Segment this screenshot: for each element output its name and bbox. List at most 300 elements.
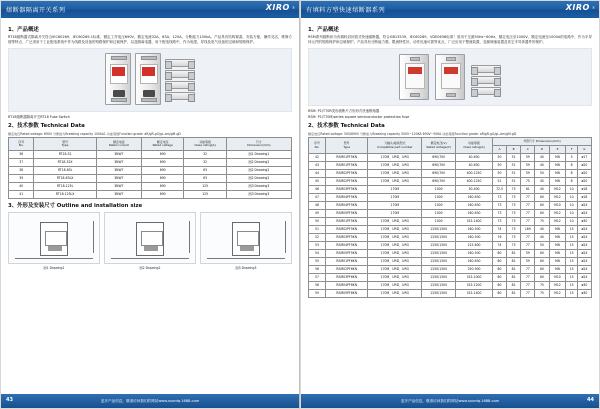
right-cell-0: 45 bbox=[309, 178, 326, 186]
left-cell-0: 41 bbox=[9, 191, 34, 199]
drawing-2-caption: 图2 Drawing2 bbox=[139, 266, 161, 271]
right-cell-4: 40-630 bbox=[456, 162, 493, 170]
brand-logo bbox=[266, 3, 295, 12]
table-row bbox=[309, 226, 592, 234]
right-cell-6: 75 bbox=[507, 234, 521, 242]
right-cell-8: 75 bbox=[535, 290, 549, 298]
right-cell-1: RSM02PF5KN bbox=[325, 226, 367, 234]
right-cell-6: 75 bbox=[507, 186, 521, 194]
right-cell-2: 170M、URD、URG bbox=[368, 250, 422, 258]
drawing-2 bbox=[104, 212, 196, 270]
right-cell-3: 1250/1300 bbox=[422, 290, 456, 298]
table-row bbox=[309, 218, 592, 226]
right-cell-7: 77 bbox=[521, 274, 535, 282]
right-cell-6: 75 bbox=[507, 218, 521, 226]
right-cell-11: ø30 bbox=[577, 290, 591, 298]
right-cell-11: ø20 bbox=[577, 162, 591, 170]
left-th-5: 尺寸 Dimension(mm) bbox=[226, 138, 291, 151]
right-cell-11: ø30 bbox=[577, 282, 591, 290]
right-cell-0: 51 bbox=[309, 226, 326, 234]
right-cell-9: M8 bbox=[549, 258, 566, 266]
right-cell-8: 75 bbox=[535, 218, 549, 226]
right-cell-8: 45 bbox=[535, 178, 549, 186]
left-cell-2: 3NW7 bbox=[96, 191, 141, 199]
right-cell-0: 50 bbox=[309, 218, 326, 226]
right-cell-7: 59 bbox=[521, 154, 535, 162]
right-cell-6: 81 bbox=[507, 290, 521, 298]
left-cell-4: 125 bbox=[184, 183, 226, 191]
right-cell-3: 1000 bbox=[422, 194, 456, 202]
right-cell-4: 40-630 bbox=[456, 154, 493, 162]
right-cell-4: 160-500 bbox=[456, 226, 493, 234]
right-cell-0: 53 bbox=[309, 242, 326, 250]
table-row bbox=[309, 194, 592, 202]
right-cell-4: 400-1250 bbox=[456, 170, 493, 178]
right-cell-3: 1250/1300 bbox=[422, 258, 456, 266]
right-cell-5: 73 bbox=[492, 210, 506, 218]
right-cell-4: 50-400 bbox=[456, 186, 493, 194]
left-product-photo bbox=[8, 48, 292, 112]
right-cell-4: 315-1400 bbox=[456, 218, 493, 226]
left-table-note: 额定电压Rated voltage: 690V 分断能力Breaking capacity 100kA1 功能等级Function grade: aR/gR-gG/gL-am/gM-gD bbox=[8, 132, 181, 137]
table-row bbox=[309, 186, 592, 194]
right-cell-0: 47 bbox=[309, 194, 326, 202]
left-th-1: 型号 Type bbox=[34, 138, 96, 151]
left-cell-3: 690 bbox=[141, 175, 183, 183]
right-cell-10: 8 bbox=[566, 178, 577, 186]
right-cell-8: 60 bbox=[535, 250, 549, 258]
right-cell-8: 40 bbox=[535, 234, 549, 242]
left-header-title: 熔断器隔离开关系列 bbox=[6, 7, 66, 14]
outline-drawings bbox=[8, 212, 292, 270]
right-cell-10: 15 bbox=[566, 274, 577, 282]
right-cell-3: 690/700 bbox=[422, 162, 456, 170]
right-cell-3: 1250/1300 bbox=[422, 234, 456, 242]
left-cell-2: 3NW7 bbox=[96, 159, 141, 167]
right-cell-7: 75 bbox=[521, 178, 535, 186]
right-cell-2: 170M、URD、URG bbox=[368, 242, 422, 250]
right-cell-6: 75 bbox=[507, 242, 521, 250]
fuse-base-icon bbox=[399, 54, 429, 100]
brand-mark-right: XIRO bbox=[565, 3, 590, 12]
right-cell-11: ø24 bbox=[577, 274, 591, 282]
right-cell-4: 160-630 bbox=[456, 258, 493, 266]
right-cell-0: 55 bbox=[309, 258, 326, 266]
right-cell-6: 75 bbox=[507, 226, 521, 234]
right-cell-10: 15 bbox=[566, 226, 577, 234]
right-cell-10: 15 bbox=[566, 242, 577, 250]
right-cell-2: 170M、URD、URG bbox=[368, 154, 422, 162]
right-cell-7: 77 bbox=[521, 194, 535, 202]
left-cell-5: 图3 Drawing3 bbox=[226, 183, 291, 191]
right-cell-10: 8 bbox=[566, 170, 577, 178]
right-th-dim-G: G bbox=[577, 146, 591, 154]
right-page-header bbox=[301, 1, 599, 18]
left-cell-0: 39 bbox=[9, 175, 34, 183]
right-cell-8: 60 bbox=[535, 258, 549, 266]
right-page bbox=[300, 0, 600, 409]
right-cell-9: M8 bbox=[549, 250, 566, 258]
right-product-caption-2: RSM: P1/T70M)series square semiconductor protection fuse bbox=[308, 115, 410, 120]
right-cell-10: 15 bbox=[566, 290, 577, 298]
right-cell-5: 50 bbox=[492, 154, 506, 162]
right-cell-1: RSM03PF6KN bbox=[325, 274, 367, 282]
right-cell-1: RSM02PF6KN bbox=[325, 266, 367, 274]
right-th-0: 序号 No. bbox=[309, 138, 326, 154]
right-cell-7: 77 bbox=[521, 282, 535, 290]
left-cell-4: 125 bbox=[184, 191, 226, 199]
right-cell-10: 15 bbox=[566, 250, 577, 258]
left-cell-5: 图3 Drawing3 bbox=[226, 191, 291, 199]
right-cell-1: RSM04PF5KN bbox=[325, 242, 367, 250]
right-cell-1: RSM01PF5KN bbox=[325, 162, 367, 170]
right-cell-7: 77 bbox=[521, 234, 535, 242]
right-section-2-title: 2、技术参数 Technical Data bbox=[308, 123, 385, 130]
right-cell-0: 48 bbox=[309, 202, 326, 210]
left-cell-1: RT18-125L bbox=[34, 183, 96, 191]
left-page-number: 43 bbox=[6, 397, 13, 403]
right-cell-1: RSM02PF5KN bbox=[325, 170, 367, 178]
right-cell-6: 51 bbox=[507, 162, 521, 170]
left-cell-2: 3NW7 bbox=[96, 167, 141, 175]
drawing-3 bbox=[200, 212, 292, 270]
left-footer-text: 更多产品信息，敬请访问我们的网站www.sxxrdq.1688.com bbox=[100, 398, 200, 403]
brand-registered-icon: ® bbox=[291, 5, 295, 10]
right-footer-text: 更多产品信息，敬请访问我们的网站www.sxxrdq.1688.com bbox=[400, 398, 500, 403]
right-cell-3: 1250/1300 bbox=[422, 250, 456, 258]
right-th-dim-D: D bbox=[535, 146, 549, 154]
right-footer-wrap bbox=[301, 394, 599, 408]
right-cell-9: M10 bbox=[549, 202, 566, 210]
right-table-note: 额定电压Rated voltage: 500/690V 分断能力Breaking capacity 500V~120KA 690V~50KA 功能等级Function grade: aR/gR-gG/gL-am/gM-gD bbox=[308, 132, 517, 137]
right-cell-6: 81 bbox=[507, 250, 521, 258]
right-cell-1: RSM05PF6KN bbox=[325, 290, 367, 298]
left-cell-4: 63 bbox=[184, 167, 226, 175]
right-cell-2: 170M、URD、URG bbox=[368, 178, 422, 186]
left-page-body bbox=[1, 18, 299, 394]
right-cell-0: 44 bbox=[309, 170, 326, 178]
right-cell-9: M8 bbox=[549, 242, 566, 250]
right-cell-11: ø20 bbox=[577, 178, 591, 186]
table-row bbox=[9, 151, 292, 159]
right-cell-11: ø24 bbox=[577, 226, 591, 234]
right-cell-2: 170M、URD、URG bbox=[368, 234, 422, 242]
left-th-3: 额定电压 Rated voltage bbox=[141, 138, 183, 151]
right-cell-3: 690/700 bbox=[422, 178, 456, 186]
right-cell-4: 315-1200 bbox=[456, 282, 493, 290]
right-cell-9: M12 bbox=[549, 186, 566, 194]
left-product-caption: RT18熔断器隔离开关RT18 Fuse Switch bbox=[8, 115, 70, 120]
right-cell-2: 170M、URD、URG bbox=[368, 282, 422, 290]
square-fuse-icons bbox=[471, 59, 501, 95]
right-cell-10: 15 bbox=[566, 282, 577, 290]
right-cell-2: 170M、URD、URG bbox=[368, 170, 422, 178]
right-cell-9: M12 bbox=[549, 218, 566, 226]
right-cell-11: ø24 bbox=[577, 234, 591, 242]
left-cell-3: 690 bbox=[141, 159, 183, 167]
left-cell-5: 图2 Drawing2 bbox=[226, 175, 291, 183]
right-cell-2: 170M、URD、URG bbox=[368, 162, 422, 170]
right-cell-5: 72.5 bbox=[492, 186, 506, 194]
table-row bbox=[309, 178, 592, 186]
brand-mark: XIRO bbox=[265, 3, 290, 12]
drawing-3-figure bbox=[200, 212, 292, 264]
right-cell-1: RSM04PF6KN bbox=[325, 282, 367, 290]
left-cell-3: 690 bbox=[141, 167, 183, 175]
left-cell-2: 3NW7 bbox=[96, 151, 141, 159]
right-cell-2: 170M、URD、URG bbox=[368, 218, 422, 226]
right-cell-7: 77 bbox=[521, 218, 535, 226]
right-cell-9: M10 bbox=[549, 274, 566, 282]
left-cell-2: 3NW7 bbox=[96, 175, 141, 183]
right-cell-8: 40 bbox=[535, 226, 549, 234]
right-page-footer bbox=[301, 394, 599, 408]
table-row bbox=[309, 202, 592, 210]
right-table-header-group bbox=[309, 138, 592, 146]
left-cell-5: 图1 Drawing1 bbox=[226, 151, 291, 159]
right-cell-9: M12 bbox=[549, 210, 566, 218]
right-cell-5: 76 bbox=[492, 234, 506, 242]
left-cell-2: 3NW7 bbox=[96, 183, 141, 191]
right-th-dim-group: 外形尺寸 Dimensions(mm) bbox=[492, 138, 591, 146]
table-row bbox=[309, 242, 592, 250]
left-cell-1: RT18-63L bbox=[34, 167, 96, 175]
right-th-dim-B: B bbox=[507, 146, 521, 154]
left-cell-0: 40 bbox=[9, 183, 34, 191]
left-cell-4: 32 bbox=[184, 151, 226, 159]
right-cell-6: 81 bbox=[507, 274, 521, 282]
right-cell-5: 74 bbox=[492, 226, 506, 234]
drawing-3-caption: 图3 Drawing3 bbox=[235, 266, 257, 271]
right-cell-6: 81 bbox=[507, 266, 521, 274]
left-section-1-title: 1、产品概述 bbox=[8, 27, 39, 33]
right-cell-11: ø30 bbox=[577, 218, 591, 226]
right-cell-2: 170M、URD、URG bbox=[368, 258, 422, 266]
right-cell-8: 60 bbox=[535, 274, 549, 282]
left-table-header-row bbox=[9, 138, 292, 151]
right-cell-11: ø24 bbox=[577, 266, 591, 274]
right-cell-0: 46 bbox=[309, 186, 326, 194]
right-cell-6: 51 bbox=[507, 178, 521, 186]
right-cell-7: 77 bbox=[521, 210, 535, 218]
right-cell-3: 1250/1300 bbox=[422, 226, 456, 234]
right-cell-2: 170M、URD、URG bbox=[368, 290, 422, 298]
right-cell-8: 60 bbox=[535, 210, 549, 218]
right-section-1-title: 1、产品概述 bbox=[308, 27, 339, 33]
right-th-2: 刀触头/接线型式 Compatible part number bbox=[368, 138, 422, 154]
right-cell-0: 58 bbox=[309, 282, 326, 290]
right-cell-1: RSM03PF5KN bbox=[325, 234, 367, 242]
left-cell-0: 38 bbox=[9, 167, 34, 175]
left-page-footer bbox=[1, 394, 299, 408]
right-cell-7: 77 bbox=[521, 266, 535, 274]
right-cell-3: 690/700 bbox=[422, 154, 456, 162]
left-footer-wrap bbox=[1, 394, 299, 408]
left-cell-1: RT18-63LX bbox=[34, 175, 96, 183]
table-row bbox=[309, 290, 592, 298]
right-cell-0: 43 bbox=[309, 162, 326, 170]
right-cell-1: RSM02PF5KN bbox=[325, 178, 367, 186]
table-row bbox=[9, 167, 292, 175]
right-cell-7: 59 bbox=[521, 170, 535, 178]
table-row bbox=[9, 159, 292, 167]
right-th-dim-F: F bbox=[566, 146, 577, 154]
right-product-photo bbox=[308, 48, 592, 106]
right-cell-0: 56 bbox=[309, 266, 326, 274]
right-cell-1: RSM01PF5KN bbox=[325, 154, 367, 162]
right-cell-4: 315-1000 bbox=[456, 274, 493, 282]
drawing-2-figure bbox=[104, 212, 196, 264]
brand-logo-right bbox=[566, 3, 595, 12]
table-row bbox=[309, 170, 592, 178]
right-cell-3: 1250/1300 bbox=[422, 274, 456, 282]
table-row bbox=[309, 258, 592, 266]
drawing-1-caption: 图1 Drawing1 bbox=[43, 266, 65, 271]
left-cell-3: 690 bbox=[141, 183, 183, 191]
right-cell-10: 8 bbox=[566, 162, 577, 170]
right-cell-3: 1250/1300 bbox=[422, 266, 456, 274]
right-section-1-body: RSM系列熔断体为有填料封闭管式快速熔断器，符合GB13539、IEC60269、VDE0636标准！适用于交流50Hz~60Hz、额定电压至1000V、额定电流至1000A的电路中，作为半导体元件的短路保护和过载保护。产品具有分断能力强、限流特性好、动作迅速可靠等优点，广泛应用于整流装置、变频调速装置及其它半导体器件的保护。 bbox=[308, 35, 592, 45]
right-cell-10: 10 bbox=[566, 186, 577, 194]
right-cell-5: 73 bbox=[492, 218, 506, 226]
right-cell-5: 50 bbox=[492, 170, 506, 178]
right-cell-9: M12 bbox=[549, 282, 566, 290]
right-cell-3: 1000 bbox=[422, 202, 456, 210]
right-th-dim-E: E bbox=[549, 146, 566, 154]
drawing-1-figure bbox=[8, 212, 100, 264]
right-cell-5: 80 bbox=[492, 258, 506, 266]
right-cell-2: 170M、URD、URG bbox=[368, 226, 422, 234]
right-cell-1: RSM05PF5KN bbox=[325, 250, 367, 258]
right-cell-5: 50 bbox=[492, 162, 506, 170]
left-cell-4: 32 bbox=[184, 159, 226, 167]
right-th-dim-C: C bbox=[521, 146, 535, 154]
table-row bbox=[9, 175, 292, 183]
right-cell-6: 75 bbox=[507, 210, 521, 218]
right-cell-3: 1250/1300 bbox=[422, 282, 456, 290]
right-cell-2: 170M、URD、URG bbox=[368, 266, 422, 274]
right-cell-4: 250-900 bbox=[456, 266, 493, 274]
right-cell-5: 80 bbox=[492, 290, 506, 298]
right-cell-9: M8 bbox=[549, 170, 566, 178]
right-cell-10: 10 bbox=[566, 218, 577, 226]
brand-registered-icon-right: ® bbox=[591, 5, 595, 10]
drawing-1 bbox=[8, 212, 100, 270]
right-cell-8: 50 bbox=[535, 170, 549, 178]
right-cell-5: 80 bbox=[492, 282, 506, 290]
right-cell-9: M8 bbox=[549, 234, 566, 242]
fuse-switch-device-icon bbox=[105, 53, 131, 105]
right-cell-9: M8 bbox=[549, 178, 566, 186]
right-cell-2: 170M bbox=[368, 186, 422, 194]
right-cell-8: 50 bbox=[535, 242, 549, 250]
right-cell-8: 40 bbox=[535, 186, 549, 194]
fuse-base-icon-2 bbox=[435, 54, 465, 100]
right-cell-6: 81 bbox=[507, 258, 521, 266]
right-cell-5: 80 bbox=[492, 274, 506, 282]
right-cell-1: RSM05PF5KN bbox=[325, 210, 367, 218]
right-cell-6: 51 bbox=[507, 170, 521, 178]
right-cell-9: M8 bbox=[549, 154, 566, 162]
right-cell-5: 74 bbox=[492, 242, 506, 250]
right-cell-7: 77 bbox=[521, 202, 535, 210]
table-row bbox=[309, 210, 592, 218]
right-cell-4: 160-630 bbox=[456, 210, 493, 218]
table-row bbox=[309, 234, 592, 242]
left-cell-4: 63 bbox=[184, 175, 226, 183]
right-cell-3: 1000 bbox=[422, 210, 456, 218]
right-cell-5: 73 bbox=[492, 202, 506, 210]
fuse-switch-device-icon-2 bbox=[135, 53, 161, 105]
right-cell-9: M8 bbox=[549, 226, 566, 234]
right-cell-7: 189 bbox=[521, 226, 535, 234]
right-cell-0: 59 bbox=[309, 290, 326, 298]
left-cell-0: 37 bbox=[9, 159, 34, 167]
right-cell-6: 81 bbox=[507, 282, 521, 290]
right-cell-2: 170M bbox=[368, 202, 422, 210]
right-cell-5: 80 bbox=[492, 250, 506, 258]
right-cell-10: 15 bbox=[566, 266, 577, 274]
right-cell-8: 60 bbox=[535, 202, 549, 210]
right-cell-0: 57 bbox=[309, 274, 326, 282]
right-cell-1: RSM04PF5KN bbox=[325, 194, 367, 202]
right-cell-1: RSM04PF5KN bbox=[325, 202, 367, 210]
left-cell-3: 690 bbox=[141, 191, 183, 199]
right-cell-2: 170M bbox=[368, 210, 422, 218]
left-section-2-title: 2、技术参数 Technical Data bbox=[8, 123, 85, 130]
right-cell-10: 10 bbox=[566, 210, 577, 218]
left-cell-0: 36 bbox=[9, 151, 34, 159]
right-page-body bbox=[301, 18, 599, 394]
right-cell-11: ø18 bbox=[577, 194, 591, 202]
right-cell-10: 15 bbox=[566, 234, 577, 242]
table-row bbox=[9, 183, 292, 191]
right-cell-7: 59 bbox=[521, 162, 535, 170]
left-th-0: 序号 No. bbox=[9, 138, 34, 151]
left-cell-5: 图2 Drawing2 bbox=[226, 159, 291, 167]
left-cell-1: RT18-32 bbox=[34, 151, 96, 159]
left-th-4: 功能等级 Class rating(A) bbox=[184, 138, 226, 151]
right-cell-3: 1250/1300 bbox=[422, 242, 456, 250]
right-cell-4: 315-1400 bbox=[456, 290, 493, 298]
table-row bbox=[309, 162, 592, 170]
right-cell-11: ø18 bbox=[577, 186, 591, 194]
right-cell-2: 170M、URD、URG bbox=[368, 274, 422, 282]
right-cell-4: 160-630 bbox=[456, 194, 493, 202]
right-cell-5: 80 bbox=[492, 266, 506, 274]
right-cell-6: 75 bbox=[507, 202, 521, 210]
right-cell-6: 51 bbox=[507, 154, 521, 162]
right-page-number: 44 bbox=[587, 397, 594, 403]
right-cell-0: 42 bbox=[309, 154, 326, 162]
right-cell-11: ø20 bbox=[577, 170, 591, 178]
right-th-dim-A: A bbox=[492, 146, 506, 154]
right-cell-3: 1000 bbox=[422, 186, 456, 194]
left-th-2: 额定电流 Rated current bbox=[96, 138, 141, 151]
right-cell-1: RSM01PF6KN bbox=[325, 258, 367, 266]
right-cell-4: 400-1250 bbox=[456, 178, 493, 186]
right-cell-4: 215-600 bbox=[456, 242, 493, 250]
right-cell-7: 77 bbox=[521, 242, 535, 250]
right-cell-7: 61 bbox=[521, 186, 535, 194]
right-cell-8: 75 bbox=[535, 282, 549, 290]
right-cell-7: 59 bbox=[521, 258, 535, 266]
right-header-title: 有填料方型快速熔断器系列 bbox=[306, 7, 386, 14]
right-cell-6: 75 bbox=[507, 194, 521, 202]
left-page-header bbox=[1, 1, 299, 18]
right-cell-9: M12 bbox=[549, 194, 566, 202]
right-cell-0: 52 bbox=[309, 234, 326, 242]
